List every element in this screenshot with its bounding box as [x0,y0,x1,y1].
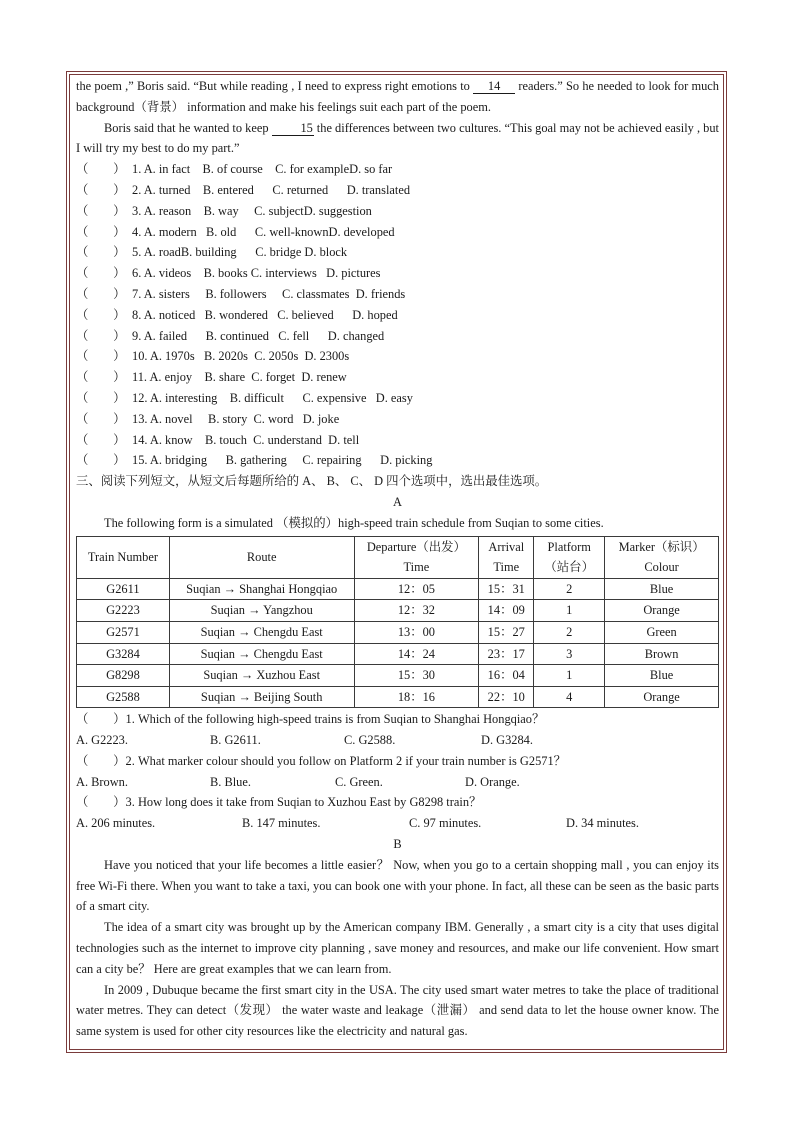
cell-platform: 2 [534,621,605,643]
passage-a-intro: The following form is a simulated （模拟的）high-speed train schedule from Suqian to some cities. [104,515,604,530]
answer-blank[interactable]: （ ） [76,453,126,468]
cloze-question [76,284,719,305]
option-b[interactable]: B. 147 minutes. [242,816,321,831]
cloze-question [76,326,719,347]
option-c[interactable]: C. Green. [335,774,383,789]
header-arrival: Arrival Time [479,536,534,578]
option-c[interactable]: C. G2588. [344,733,396,748]
table-row [77,686,719,708]
cell-train: G2223 [77,600,170,622]
passage-text: the differences between two cultures. “This goal may not be achieved easily , but I will try my best to do my part.” [76,120,719,156]
table-row [77,578,719,600]
question-text: 1. A. in fact B. of course C. for exampleD. so far [132,162,393,177]
answer-blank[interactable]: （ ） [76,432,126,447]
cell-platform: 3 [534,643,605,665]
train-schedule-table [76,536,719,709]
cloze-question [76,242,719,263]
question-text: 13. A. novel B. story C. word D. joke [132,411,340,426]
cell-colour: Blue [605,578,719,600]
answer-blank[interactable]: （ ） [76,349,126,364]
answer-blank[interactable]: （ ） [76,390,126,405]
cell-route: Suqian → Xuzhou East [169,665,354,687]
question-text: 9. A. failed B. continued C. fell D. changed [132,328,385,343]
cell-arrival: 15：27 [479,621,534,643]
cloze-question [76,201,719,222]
header-marker: Marker（标识） Colour [605,536,719,578]
passage-top-para2 [76,118,719,160]
option-d[interactable]: D. Orange. [465,774,520,789]
cell-departure: 15：30 [354,665,479,687]
cell-platform: 1 [534,600,605,622]
cell-route: Suqian → Chengdu East [169,621,354,643]
passage-b-para: In 2009 , Dubuque became the first smart city in the USA. The city used smart water metres to take the place of traditional water metres. They can detect（发现） the water waste and leakage（泄漏） and send data to let the house owner know. The same system is used for other city resources like the electricity and natural gas. [76,982,719,1039]
question-text: 2. A. turned B. entered C. returned D. translated [132,182,411,197]
cell-arrival: 23：17 [479,643,534,665]
question-text: 6. A. videos B. books C. interviews D. pictures [132,266,381,281]
answer-blank[interactable]: （ ） [76,286,126,301]
cell-route: Suqian → Beijing South [169,686,354,708]
passage-text: readers.” So he needed to look for much background（背景） information and make his feelings suit each part of the poem. [76,79,719,114]
cell-colour: Blue [605,665,719,687]
cell-colour: Brown [605,643,719,665]
passage-letter-a: A [393,494,402,509]
section-heading: 三、阅读下列短文，从短文后每题所给的 A、 B、 C、 D 四个选项中，选出最佳选项。 [76,474,548,489]
answer-blank[interactable]: （ ） [76,411,126,426]
table-row [77,600,719,622]
cloze-question [76,367,719,388]
cell-arrival: 16：04 [479,665,534,687]
cloze-question [76,346,719,367]
header-departure: Departure（出发） Time [354,536,479,578]
cell-platform: 4 [534,686,605,708]
cloze-question [76,222,719,243]
cell-arrival: 14：09 [479,600,534,622]
answer-blank[interactable]: （ ） [76,370,126,385]
cell-colour: Green [605,621,719,643]
cell-departure: 14：24 [354,643,479,665]
cloze-question [76,159,719,180]
reading-questions-a [76,709,719,834]
header-route: Route [169,536,354,578]
option-b[interactable]: B. Blue. [210,774,251,789]
table-row [77,643,719,665]
answer-blank[interactable]: （ ） [76,266,126,281]
cloze-question [76,263,719,284]
cell-departure: 13：00 [354,621,479,643]
cell-platform: 2 [534,578,605,600]
answer-blank[interactable]: （ ） [76,307,126,322]
cell-train: G2571 [77,621,170,643]
cell-route: Suqian → Shanghai Hongqiao [169,578,354,600]
cell-colour: Orange [605,600,719,622]
question-stem: （ ）2. What marker colour should you follow on Platform 2 if your train number is G2571？ [76,753,567,768]
question-text: 4. A. modern B. old C. well-knownD. developed [132,224,395,239]
option-a[interactable]: A. Brown. [76,774,128,789]
question-text: 8. A. noticed B. wondered C. believed D. hoped [132,307,398,322]
cell-train: G3284 [77,643,170,665]
option-a[interactable]: A. G2223. [76,733,128,748]
cloze-question [76,180,719,201]
options-row [76,772,719,793]
question-stem: （ ）1. Which of the following high-speed trains is from Suqian to Shanghai Hongqiao？ [76,712,545,727]
document-content [76,76,719,1042]
cell-route: Suqian → Chengdu East [169,643,354,665]
cell-platform: 1 [534,665,605,687]
cell-departure: 18：16 [354,686,479,708]
question-text: 11. A. enjoy B. share C. forget D. renew [132,370,347,385]
options-row [76,813,719,834]
blank-15[interactable]: 15 [272,122,314,136]
blank-14[interactable]: 14 [473,80,515,94]
question-text: 5. A. roadB. building C. bridge D. block [132,245,348,260]
answer-blank[interactable]: （ ） [76,182,126,197]
answer-blank[interactable]: （ ） [76,162,126,177]
question-text: 7. A. sisters B. followers C. classmates D. friends [132,286,406,301]
passage-top-para1 [76,76,719,118]
cloze-question [76,409,719,430]
question-text: 10. A. 1970s B. 2020s C. 2050s D. 2300s [132,349,350,364]
cloze-question [76,388,719,409]
answer-blank[interactable]: （ ） [76,224,126,239]
cloze-question [76,430,719,451]
question-text: 14. A. know B. touch C. understand D. tell [132,432,360,447]
cell-arrival: 22：10 [479,686,534,708]
passage-text: Boris said that he wanted to keep [104,120,272,135]
option-b[interactable]: B. G2611. [210,733,261,748]
answer-blank[interactable]: （ ） [76,328,126,343]
header-train-number: Train Number [77,536,170,578]
table-row [77,665,719,687]
options-row [76,730,719,751]
cell-train: G2588 [77,686,170,708]
cell-departure: 12：32 [354,600,479,622]
question-text: 3. A. reason B. way C. subjectD. suggestion [132,203,372,218]
option-d[interactable]: D. 34 minutes. [566,816,639,831]
question-text: 15. A. bridging B. gathering C. repairing D. picking [132,453,433,468]
cell-route: Suqian → Yangzhou [169,600,354,622]
answer-blank[interactable]: （ ） [76,203,126,218]
cloze-question [76,450,719,471]
cell-arrival: 15：31 [479,578,534,600]
answer-blank[interactable]: （ ） [76,245,126,260]
option-c[interactable]: C. 97 minutes. [409,816,482,831]
table-row [77,621,719,643]
passage-letter-b: B [393,837,402,852]
passage-b-para: Have you noticed that your life becomes a little easier？ Now, when you go to a certain shopping mall , you can enjoy its free Wi-Fi there. When you want to take a taxi, you can book one with your phone. In fact, all these can be seen as the basic parts of a smart city. [76,857,719,914]
passage-text: the poem ,” Boris said. “But while reading , I need to express right emotions to [76,79,474,93]
option-d[interactable]: D. G3284. [481,733,533,748]
cell-departure: 12：05 [354,578,479,600]
header-platform: Platform （站台） [534,536,605,578]
cell-train: G2611 [77,578,170,600]
cloze-question [76,305,719,326]
passage-b-para: The idea of a smart city was brought up by the American company IBM. Generally , a smart city is a city that uses digital technologies such as the internet to improve city planning , save money and resources, and make our life convenient. How smart can a city be？ Here are great examples that we can learn from. [76,920,719,976]
table-header-row [77,536,719,578]
cell-train: G8298 [77,665,170,687]
question-stem: （ ）3. How long does it take from Suqian to Xuzhou East by G8298 train？ [76,795,482,810]
cell-colour: Orange [605,686,719,708]
question-text: 12. A. interesting B. difficult C. expensive D. easy [132,390,413,405]
cloze-question-list [76,159,719,471]
option-a[interactable]: A. 206 minutes. [76,816,156,831]
